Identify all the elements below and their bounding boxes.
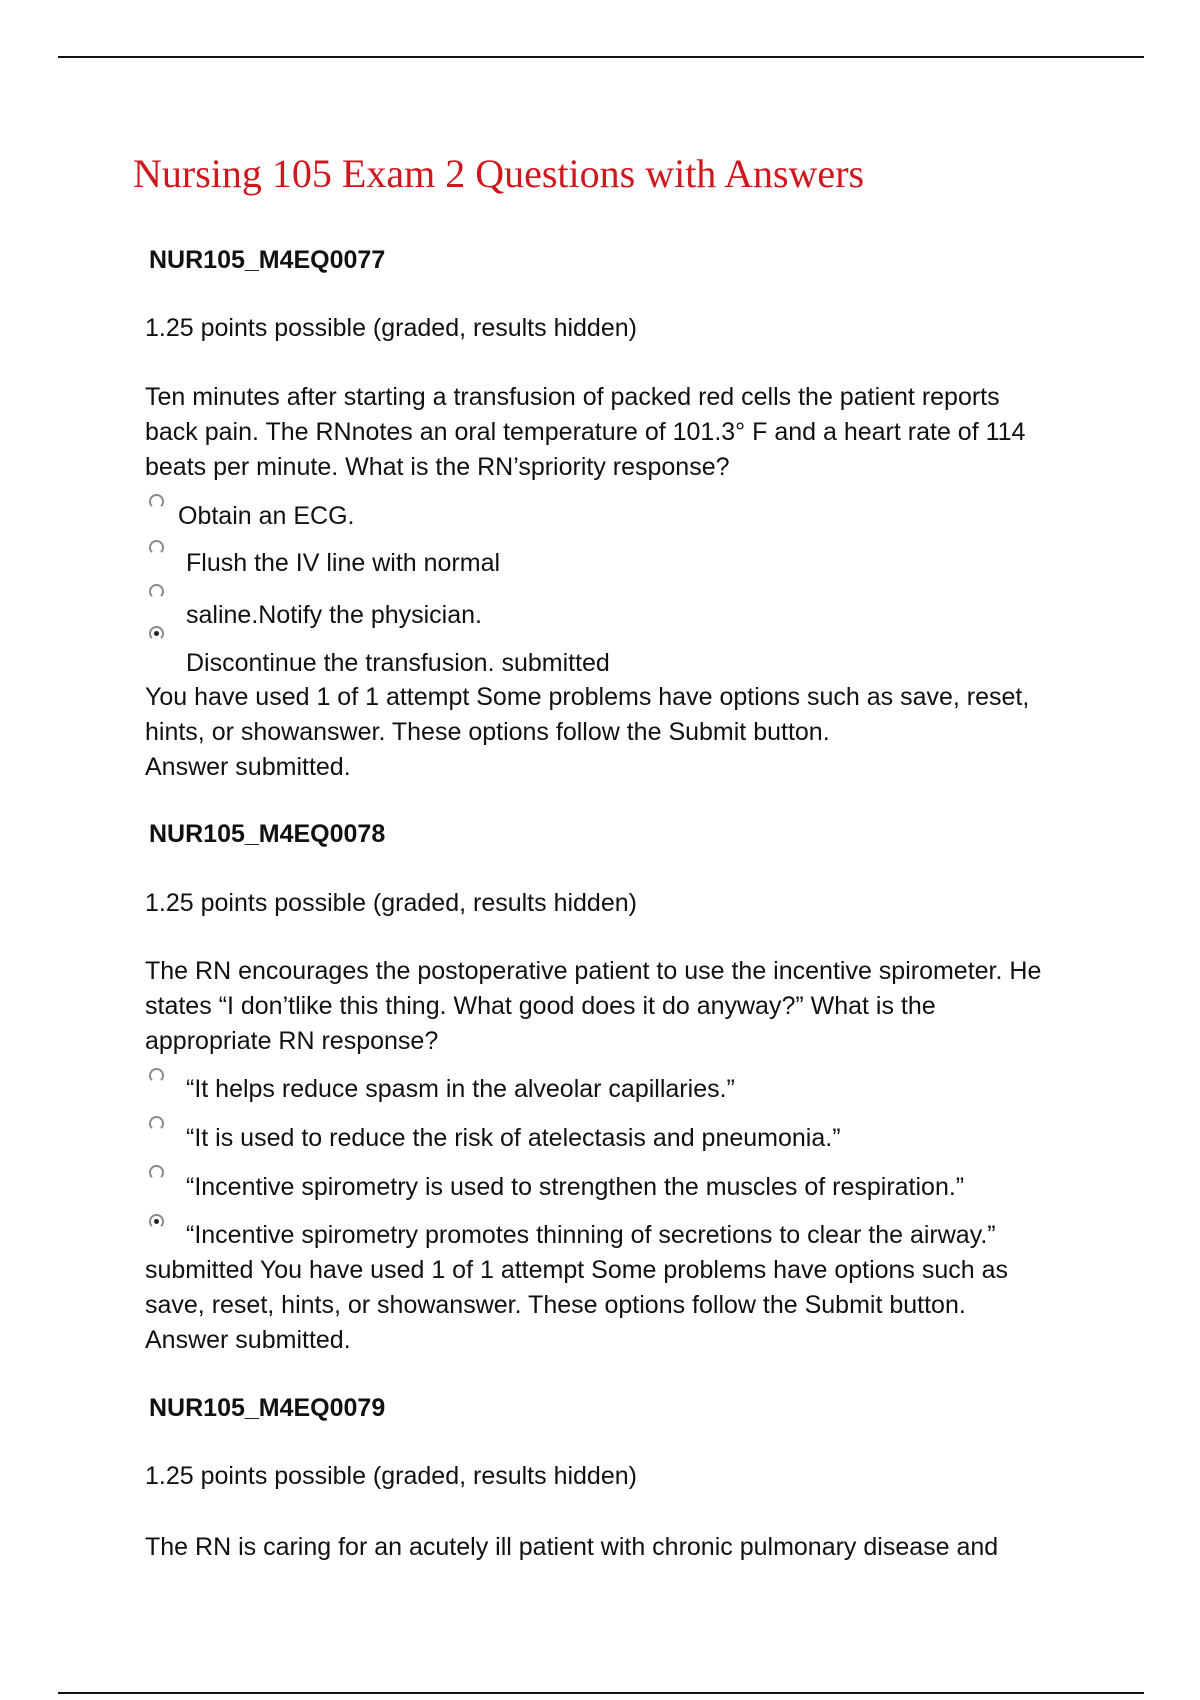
option-label: “It is used to reduce the risk of atelectasis and pneumonia.” (186, 1124, 841, 1152)
stem-line: back pain. The RNnotes an oral temperature of 101.3° F and a heart rate of 114 (145, 418, 1026, 446)
page-title: Nursing 105 Exam 2 Questions with Answers (133, 151, 865, 196)
stem-line: states “I don’tlike this thing. What good does it do anyway?” What is the (145, 992, 936, 1020)
status-line: You have used 1 of 1 attempt Some problems have options such as save, reset, (145, 683, 1030, 711)
question-id: NUR105_M4EQ0078 (149, 820, 386, 848)
radio-option-2[interactable] (149, 540, 164, 555)
points-info: 1.25 points possible (graded, results hidden) (145, 1462, 637, 1490)
stem-line: Ten minutes after starting a transfusion of packed red cells the patient reports (145, 383, 1000, 411)
points-info: 1.25 points possible (graded, results hidden) (145, 889, 637, 917)
option-label: “Incentive spirometry promotes thinning of secretions to clear the airway.” (186, 1221, 996, 1249)
stem-line: appropriate RN response? (145, 1027, 439, 1055)
radio-option-1[interactable] (149, 1068, 164, 1083)
question-id: NUR105_M4EQ0077 (149, 246, 386, 274)
option-label: Flush the IV line with normal (186, 549, 501, 577)
radio-option-1[interactable] (149, 494, 164, 509)
option-label: “It helps reduce spasm in the alveolar capillaries.” (186, 1075, 735, 1103)
radio-option-3[interactable] (149, 584, 164, 599)
status-line: Answer submitted. (145, 1326, 351, 1354)
submission-status (145, 1253, 1145, 1358)
stem-line: The RN is caring for an acutely ill patient with chronic pulmonary disease and (145, 1533, 999, 1561)
option-label: “Incentive spirometry is used to strengthen the muscles of respiration.” (186, 1173, 965, 1201)
bottom-rule (58, 1692, 1144, 1694)
top-rule (58, 56, 1144, 58)
stem-line: The RN encourages the postoperative patient to use the incentive spirometer. He (145, 957, 1042, 985)
radio-option-4-selected[interactable] (149, 1214, 164, 1229)
question-stem (145, 1530, 1145, 1565)
option-label: Obtain an ECG. (178, 502, 355, 530)
question-id: NUR105_M4EQ0079 (149, 1394, 386, 1422)
option-label: Discontinue the transfusion. submitted (186, 649, 610, 677)
status-line: hints, or showanswer. These options follow the Submit button. (145, 718, 830, 746)
question-stem (145, 954, 1145, 1059)
radio-option-3[interactable] (149, 1165, 164, 1180)
status-line: save, reset, hints, or showanswer. These options follow the Submit button. (145, 1291, 966, 1319)
submission-status (145, 680, 1145, 785)
question-stem (145, 380, 1145, 485)
points-info: 1.25 points possible (graded, results hidden) (145, 314, 637, 342)
radio-option-2[interactable] (149, 1116, 164, 1131)
status-line: Answer submitted. (145, 753, 351, 781)
status-line: submitted You have used 1 of 1 attempt Some problems have options such as (145, 1256, 1009, 1284)
radio-option-4-selected[interactable] (149, 626, 164, 641)
option-label: saline.Notify the physician. (186, 601, 482, 629)
stem-line: beats per minute. What is the RN’spriority response? (145, 453, 730, 481)
